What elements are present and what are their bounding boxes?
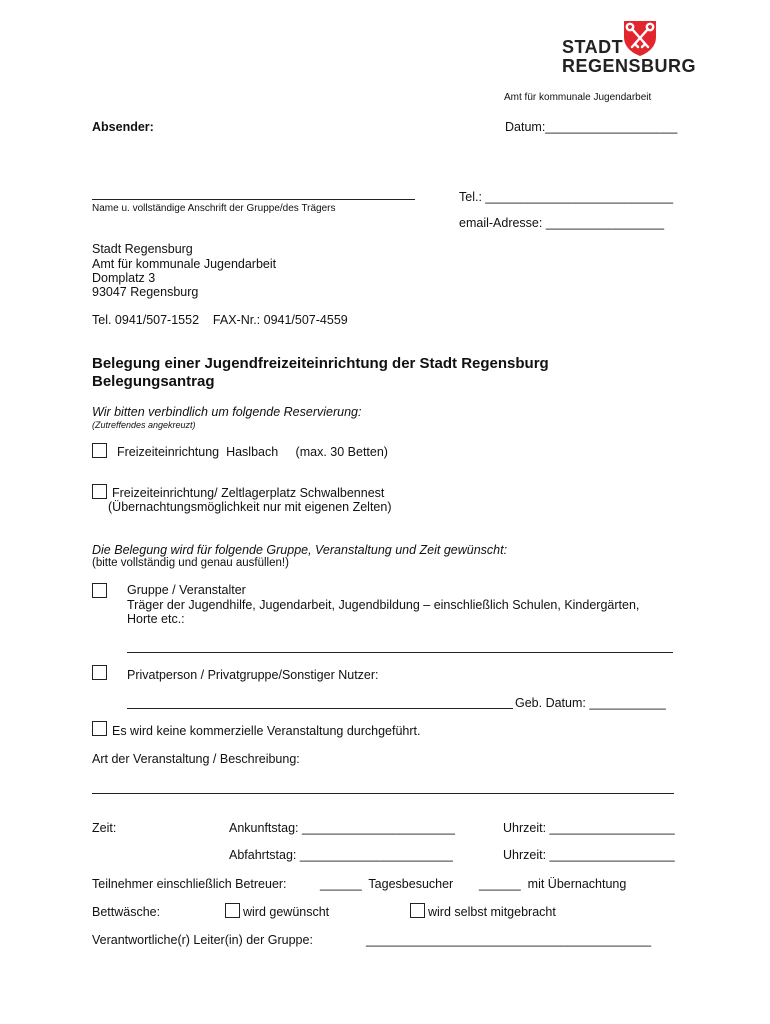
time-label: Zeit: (92, 821, 117, 835)
noncommercial-checkbox[interactable] (92, 721, 107, 736)
arrival-time-field[interactable]: Uhrzeit: __________________ (503, 821, 675, 835)
haslbach-checkbox[interactable] (92, 443, 107, 458)
arrival-field[interactable]: Ankunftstag: ______________________ (229, 821, 455, 835)
linen-wanted-checkbox[interactable] (225, 903, 240, 918)
event-description-line[interactable] (92, 793, 674, 794)
departure-time-field[interactable]: Uhrzeit: __________________ (503, 848, 675, 862)
linen-wanted-label: wird gewünscht (243, 905, 330, 919)
group-intro: Die Belegung wird für folgende Gruppe, Veranstaltung und Zeit gewünscht: (92, 543, 508, 557)
phone-field[interactable]: Tel.: ___________________________ (459, 190, 674, 204)
noncommercial-label: Es wird keine kommerzielle Veranstaltung durchgeführt. (112, 724, 421, 738)
event-description-label: Art der Veranstaltung / Beschreibung: (92, 752, 300, 766)
logo-line-1: STADT (562, 37, 624, 57)
organizer-label: Gruppe / Veranstalter (127, 583, 246, 597)
schwalbennest-checkbox[interactable] (92, 484, 107, 499)
organizer-line[interactable] (127, 652, 673, 653)
logo-line-2: REGENSBURG (562, 56, 697, 76)
email-field[interactable]: email-Adresse: _________________ (459, 216, 665, 230)
recipient-line-1: Stadt Regensburg (92, 242, 193, 256)
private-checkbox[interactable] (92, 665, 107, 680)
form-subtitle: Belegungsantrag (92, 373, 215, 390)
reservation-intro: Wir bitten verbindlich um folgende Reservierung: (92, 405, 362, 419)
linen-own-label: wird selbst mitgebracht (428, 905, 556, 919)
birth-date-field[interactable]: Geb. Datum: ___________ (515, 696, 666, 710)
date-field[interactable]: Datum:___________________ (505, 120, 678, 134)
group-hint: (bitte vollständig und genau ausfüllen!) (92, 557, 289, 569)
schwalbennest-note: (Übernachtungsmöglichkeit nur mit eigenen Zelten) (108, 500, 392, 514)
crossed-keys-icon (621, 19, 659, 57)
recipient-contact: Tel. 0941/507-1552 FAX-Nr.: 0941/507-4559 (92, 313, 348, 327)
recipient-line-2: Amt für kommunale Jugendarbeit (92, 257, 277, 271)
form-title: Belegung einer Jugendfreizeiteinrichtung der Stadt Regensburg (92, 355, 549, 372)
schwalbennest-label: Freizeiteinrichtung/ Zeltlagerplatz Schwalbennest (112, 486, 385, 500)
sender-address-line[interactable] (92, 199, 415, 200)
organizer-description: Träger der Jugendhilfe, Jugendarbeit, Jugendbildung – einschließlich Schulen, Kindergärten, (127, 598, 640, 612)
recipient-line-4: 93047 Regensburg (92, 285, 199, 299)
private-name-line[interactable] (127, 708, 513, 709)
department-label: Amt für kommunale Jugendarbeit (504, 92, 652, 103)
recipient-line-3: Domplatz 3 (92, 271, 156, 285)
haslbach-label: Freizeiteinrichtung Haslbach (max. 30 Betten) (117, 445, 388, 459)
leader-label: Verantwortliche(r) Leiter(in) der Gruppe: (92, 933, 313, 947)
sender-label: Absender: (92, 120, 154, 134)
bed-linen-label: Bettwäsche: (92, 905, 161, 919)
organizer-checkbox[interactable] (92, 583, 107, 598)
private-label: Privatperson / Privatgruppe/Sonstiger Nutzer: (127, 668, 379, 682)
day-visitors-field[interactable]: ______ Tagesbesucher (320, 877, 454, 891)
linen-own-checkbox[interactable] (410, 903, 425, 918)
departure-field[interactable]: Abfahrtstag: ______________________ (229, 848, 453, 862)
overnight-field[interactable]: ______ mit Übernachtung (479, 877, 627, 891)
leader-field[interactable]: _________________________________________ (366, 933, 652, 947)
sender-caption: Name u. vollständige Anschrift der Gruppe/des Trägers (92, 203, 336, 214)
reservation-hint: (Zutreffendes angekreuzt) (92, 420, 196, 430)
organizer-description-2: Horte etc.: (127, 612, 185, 626)
participants-label: Teilnehmer einschließlich Betreuer: (92, 877, 287, 891)
